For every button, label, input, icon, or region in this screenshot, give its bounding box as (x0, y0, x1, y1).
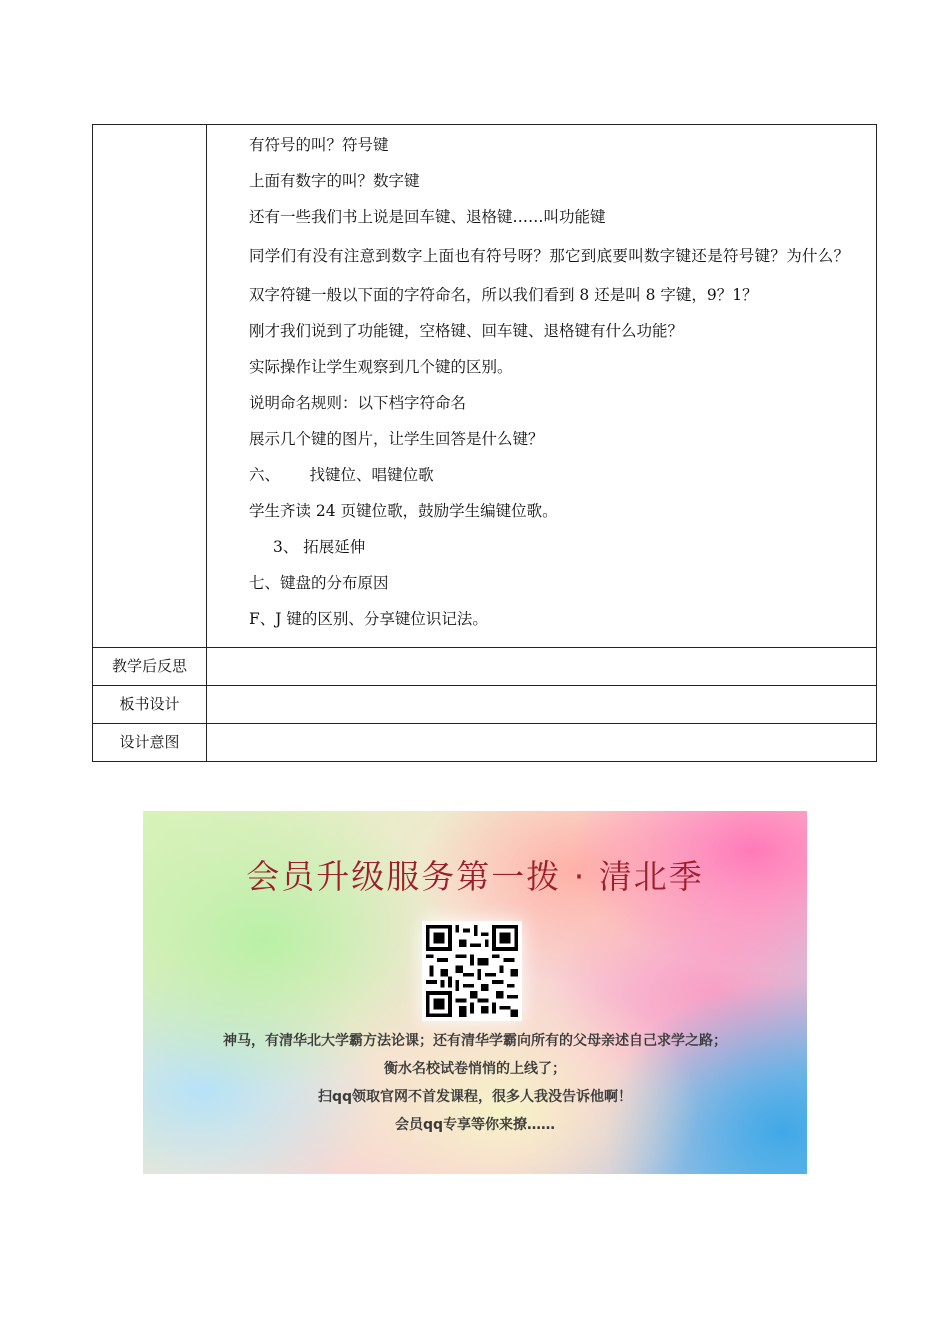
content-line: 3、 拓展延伸 (273, 538, 366, 556)
row-value (207, 724, 877, 762)
content-line: 双字符键一般以下面的字符命名，所以我们看到 8 还是叫 8 字键，9？1？ (249, 286, 758, 304)
content-line: 六、 找键位、唱键位歌 (249, 466, 434, 484)
content-line: 学生齐读 24 页键位歌，鼓励学生编键位歌。 (249, 502, 558, 520)
content-line: 有符号的叫？符号键 (249, 136, 389, 154)
banner-title: 会员升级服务第一拨 · 清北季 (246, 857, 704, 896)
banner-line: 会员qq专享等你来撩…… (394, 1117, 556, 1133)
qr-code-graphic (426, 925, 518, 1017)
row-value (207, 686, 877, 724)
content-line: 七、键盘的分布原因 (249, 574, 389, 592)
banner-line: 扫qq领取官网不首发课程，很多人我没告诉他啊！ (317, 1089, 633, 1105)
content-line: 还有一些我们书上说是回车键、退格键……叫功能键 (249, 208, 606, 226)
row-label: 设计意图 (93, 724, 207, 762)
board-design-row (93, 686, 877, 724)
row-label: 板书设计 (93, 686, 207, 724)
banner-line: 衡水名校试卷悄悄的上线了； (384, 1061, 566, 1077)
content-line: 刚才我们说到了功能键，空格键、回车键、退格键有什么功能？ (249, 322, 684, 340)
promo-banner (143, 811, 807, 1174)
content-line: 同学们有没有注意到数字上面也有符号呀？那它到底要叫数字键还是符号键？为什么？ (249, 247, 850, 265)
lesson-content-row (93, 125, 877, 648)
content-line: F、J 键的区别、分享键位识记法。 (249, 610, 488, 628)
qr-code-icon[interactable] (422, 921, 522, 1021)
content-line: 说明命名规则：以下档字符命名 (249, 394, 467, 412)
reflection-row (93, 648, 877, 686)
content-line: 展示几个键的图片，让学生回答是什么键？ (249, 430, 544, 448)
lesson-table (92, 124, 877, 762)
row-value (207, 648, 877, 686)
row-label: 教学后反思 (93, 648, 207, 686)
banner-line: 神马，有清华北大学霸方法论课；还有清华学霸向所有的父母亲述自己求学之路； (223, 1033, 727, 1049)
lesson-content-cell (207, 125, 877, 648)
lesson-content-label-cell (93, 125, 207, 648)
banner-text (143, 1027, 807, 1139)
design-intent-row (93, 724, 877, 762)
content-line: 上面有数字的叫？数字键 (249, 172, 420, 190)
content-line: 实际操作让学生观察到几个键的区别。 (249, 358, 513, 376)
